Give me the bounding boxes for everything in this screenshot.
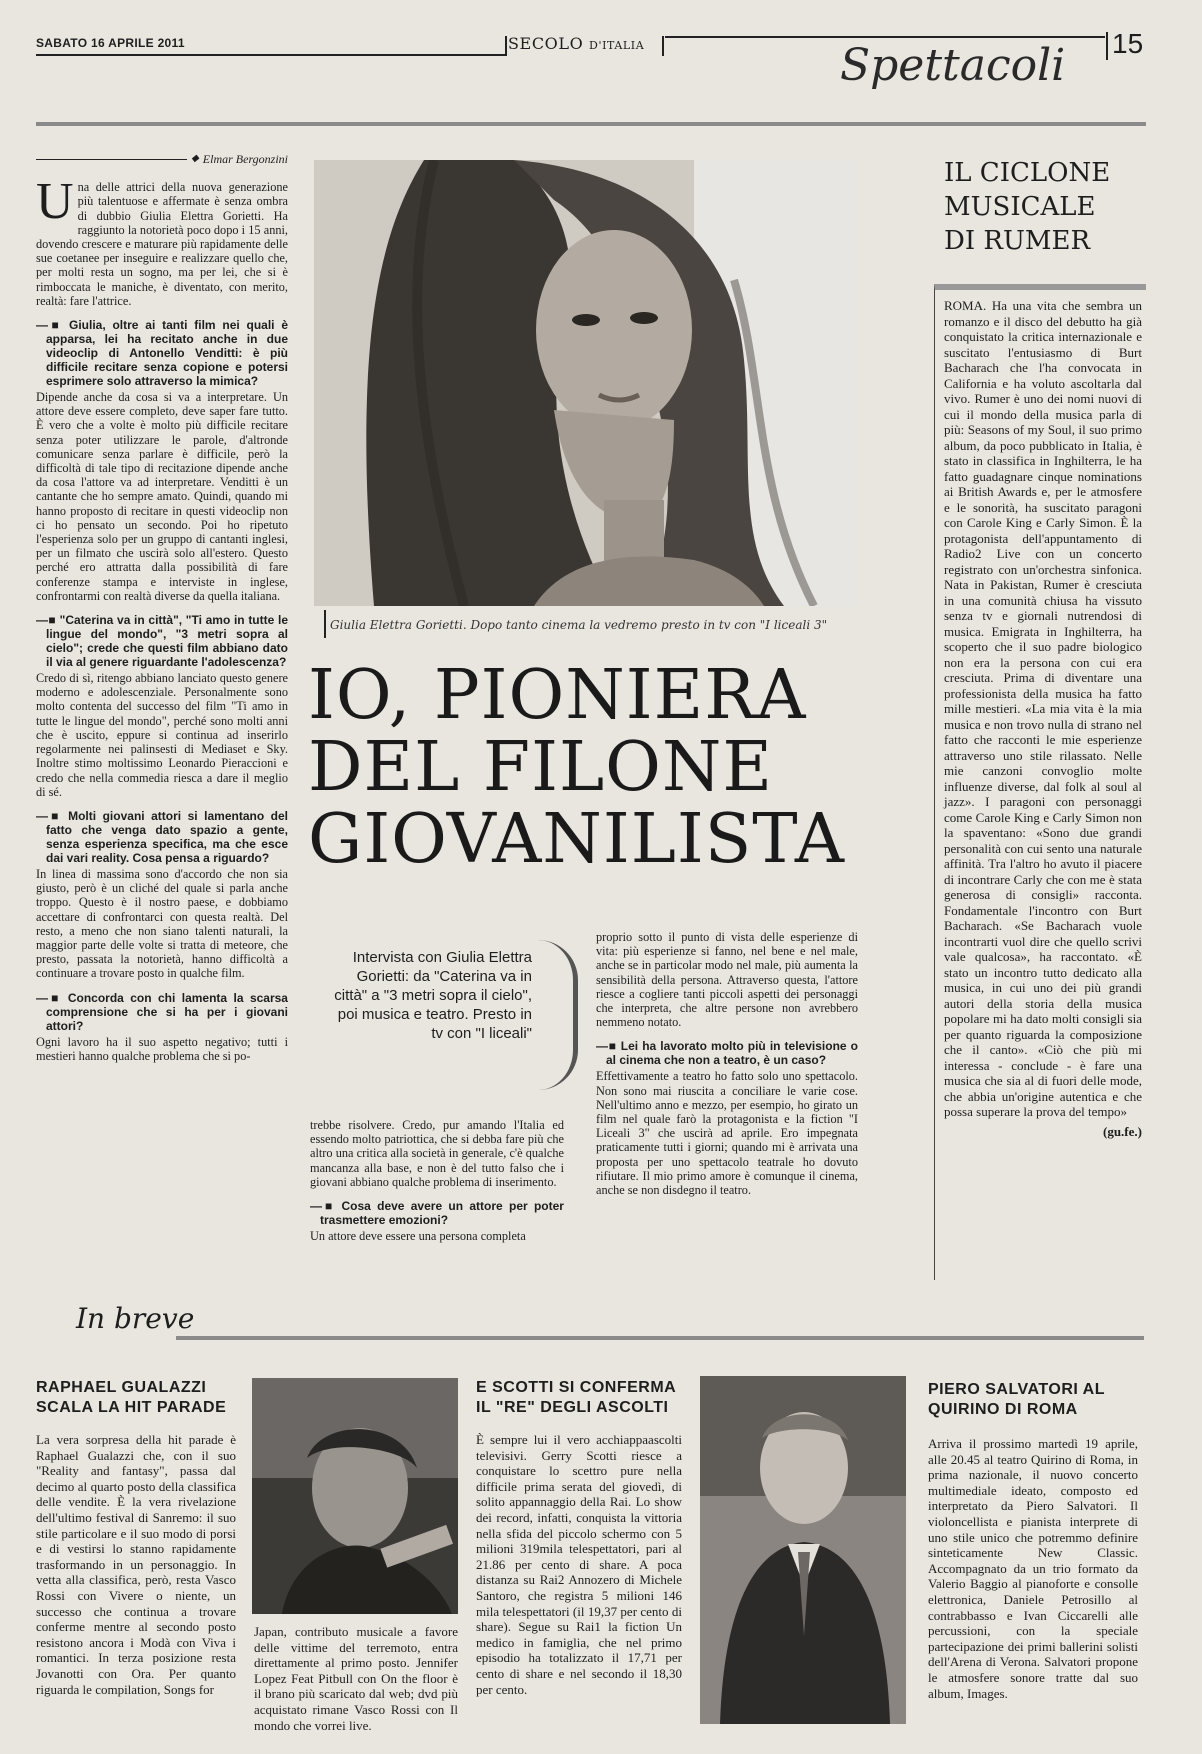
byline: ◆ Elmar Bergonzini <box>36 152 288 166</box>
header-bottom-rule <box>36 122 1146 126</box>
answer: Ogni lavoro ha il suo aspetto negativo; tutti i mestieri hanno qualche problema che si po- <box>36 1034 288 1063</box>
newspaper-name: SECOLO D'ITALIA <box>508 34 645 53</box>
breve-body-salvatori: Arriva il prossimo martedì 19 aprile, alle 20.45 al teatro Quirino di Roma, in prima nazionale, il nuovo concerto multimediale ideato, composto ed interpretato da Piero Salvatori. Il violoncellista e pianista interprete di uno stile unico che potremmo definire sinteticamente New Classic. Accompagnato da un trio formato da Valerio Baggio al pianoforte e consolle elettronica, Daniele Petrosillo al contrabbasso e Ivan Ciccarelli alle percussioni, con la speciale partecipazione dei primi ballerini solisti dell'Arena di Verona. Salvatori propone le atmosfere sonore tratte dal suo album, Images. <box>928 1436 1138 1701</box>
breve-body-scotti: È sempre lui il vero acchiappaascolti televisivi. Gerry Scotti riesce a conquistare lo scettro pure nella difficile prima serata del giovedì, di solito appannaggio della Rai. Lo show dei record, infatti, conquista la vittoria nella sfida del piccolo schermo con 5 milioni 319mila telespettatori, pari al 21.86 per cento di share. A poca distanza su Rai2 Annozero di Michele Santoro, che registra 5 milioni 146 mila telespettatori (il 19,37 per cento di share). Segue su Rai1 la fiction Un medico in famiglia, che nel primo episodio ha totalizzato il 17,71 per cento di share e nel secondo il 18,30 per cento. <box>476 1432 682 1697</box>
header-divider <box>1106 32 1108 60</box>
author-name: Elmar Bergonzini <box>202 152 288 166</box>
in-breve-label: In breve <box>76 1302 195 1335</box>
answer: Effettivamente a teatro ho fatto solo uno spettacolo. Non sono mai riuscita a conciliare le varie cose. Nell'ultimo anno e mezzo, per esempio, ho girato un film nel quale farò la protagonista e la fiction "I Liceali 3" che uscirà ad aprile. Ero impegnata praticamente tutti i giorni; quando mi è arrivata una proposta per uno spettacolo teatrale ho dovuto rifiutare. Il mio primo amore è comunque il cinema, anche se non disdegno il teatro. <box>596 1069 858 1198</box>
header-divider <box>505 36 507 56</box>
caption-marker <box>324 610 326 638</box>
answer: In linea di massima sono d'accordo che non sia giusto, però è un cliché del quale si parla anche troppo. Questo è il nostro paese, e dobbiamo accettare di confrontarci con questa realtà. Del resto, a meno che non siano talenti naturali, la maggior parte delle volte si tratta di meteore, che presto, passata la notorietà, hanno difficoltà a continuare a trovare posto in qualche film. <box>36 866 288 981</box>
question: —■ Lei ha lavorato molto più in televisione o al cinema che non a teatro, è un caso? <box>596 1039 858 1068</box>
section-title: Spettacoli <box>840 40 1066 91</box>
article-intro: Intervista con Giulia Elettra Gorietti: da "Caterina va in città" a "3 metri sopra il cielo", poi musica e teatro. Presto in tv con "I liceali" <box>334 949 532 1042</box>
header-rule-left <box>36 54 506 56</box>
article-headline: IO, PIONIERA DEL FILONE GIOVANILISTA <box>308 656 846 879</box>
header-date: SABATO 16 APRILE 2011 <box>36 36 185 50</box>
sidebar-signature: (gu.fe.) <box>1103 1123 1142 1139</box>
breve-body-gualazzi: La vera sorpresa della hit parade è Raphael Gualazzi che, con il suo "Reality and fantasy", passa dal decimo al quarto posto della classifica delle vendite. È la vera rivelazione dell'ultimo festival di Sanremo: il suo stile particolare e il suo modo di porsi e di vestirsi lo stanno rapidamente trasformando in un personaggio. In vetta alla classifica, però, resta Vasco Rossi con Vivere o niente, un successo che continua a trovare conferme mentre al secondo posto resistono ancora i Modà con Viva i romantici. In terza posizione resta Jovanotti con Ora. Per quanto riguarda le compilation, Songs for <box>36 1432 236 1697</box>
salvatori-photo <box>700 1376 906 1724</box>
answer: Dipende anche da cosa si va a interpretare. Un attore deve essere completo, deve saper fare tutto. È vero che a volte è molto più difficile recitare senza poter utilizzare le parole, d'altronde comunicare senza parlare è difficile, però la difficoltà di tale tipo di recitazione dipende anche da cosa l'attore va ad interpretare. Venditti è un cantante che ho sempre amato. Quindi, quando mi hanno proposto di recitare in questi videoclip non ci ho pensato un secondo. Poi ho ripetuto l'esperienza solo per un gruppo di cantanti inglesi, per un filmato che uscirà solo all'estero. Questo perché ero attratta dalla possibilità di fare conferenze stampa e interviste in inglese, confrontarmi con realtà diverse da quella italiana. <box>36 390 288 603</box>
in-breve-rule <box>176 1336 1144 1340</box>
header-rule-right <box>665 36 1105 38</box>
question: —■ Giulia, oltre ai tanti film nei quali è apparsa, lei ha recitato anche in due videoclip di Antonello Venditti: è più difficile recitare senza copione e potersi esprimere solo attraverso la mimica? <box>36 318 288 389</box>
header-divider <box>662 36 664 56</box>
photo-caption: Giulia Elettra Gorietti. Dopo tanto cinema la vedremo presto in tv con "I liceali 3" <box>330 618 828 632</box>
intro-bracket <box>538 940 578 1090</box>
answer: Credo di sì, ritengo abbiano lanciato questo genere moderno e adolescenziale. Personalmente sono molto contenta del successo del film "Ti amo in tutte le lingue del mondo", perché sono molti anni che è uscito, eppure si continua ad inserirlo regolarmente nei palinsesti di Mediaset e Sky. Inoltre stimo moltissimo Leonardo Pieraccioni e credo che nella commedia riesca a dare il meglio di sé. <box>36 671 288 799</box>
question: —■ Cosa deve avere un attore per poter trasmettere emozioni? <box>310 1199 564 1228</box>
breve-title-gualazzi: RAPHAEL GUALAZZI SCALA LA HIT PARADE <box>36 1379 227 1416</box>
breve-title-scotti: E SCOTTI SI CONFERMA IL "RE" DEGLI ASCOLTI <box>476 1379 676 1416</box>
article-right-column <box>596 930 858 1207</box>
portrait-photo <box>314 160 858 606</box>
answer: trebbe risolvere. Credo, pur amando l'Italia ed essendo molto patriottica, che si debba fare più che altro una critica alla società in generale, c'è qualche mancanza alla base, e non è del tutto falso che i giovani abbiano qualche problema di inserimento. <box>310 1118 564 1189</box>
breve-title-salvatori: PIERO SALVATORI AL QUIRINO DI ROMA <box>928 1381 1105 1418</box>
sidebar-title: IL CICLONE MUSICALE DI RUMER <box>944 158 1111 256</box>
breve-body-gualazzi-cont: Japan, contributo musicale a favore delle vittime del terremoto, entra direttamente al primo posto. Jennifer Lopez Feat Pitbull con On the floor è il brano più scaricato dal web; dvd più acquistato rimane Vasco Rossi con Il mondo che vorrei live. <box>254 1624 458 1733</box>
page-number: 15 <box>1112 28 1144 59</box>
dropcap: U <box>36 173 74 231</box>
gualazzi-photo <box>252 1378 458 1614</box>
article-lead: Una delle attrici della nuova generazione più talentuose e affermate è senza ombra di dubbio Giulia Elettra Gorietti. Ha raggiunto la notorietà poco dopo i 15 anni, dovendo crescere e maturare più rapidamente delle sue coetanee per inseguire e realizzare quello che, per molti resta un sogno, ma per lei, che si è rimboccata le maniche, è diventato, con merito, realtà: fare l'attrice. <box>36 173 288 308</box>
question: —■ Molti giovani attori si lamentano del fatto che venga dato spazio a gente, senza esperienza specifica, ma che esce dai vari reality. Cosa pensa a riguardo? <box>36 808 288 865</box>
sidebar-body: ROMA. Ha una vita che sembra un romanzo e il disco del debutto ha già conquistato la critica internazionale e suscitato l'entusiasmo di Burt Bacharach che l'ha convocata in California e ha voluto ascoltarla dal vivo. Rumer è uno dei nomi nuovi di cui il mondo della musica parla di più: Seasons of my Soul, il suo primo album, da poco pubblicato in Italia, è stato in classifica in Inghilterra, le ha fatto guadagnare cinque nominations ai British Awards e, per le atmosfere e le sonorità, ha suscitato paragoni con Carole King e Carly Simon. È la protagonista dell'appuntamento di Radio2 Live con un concerto registrato con un'orchestra sinfonica. Nata in Pakistan, Rumer è cresciuta in una comunità chiusa ha vissuto senza tv e giornali nutrendosi di musica. Emigrata in Inghilterra, ha scoperto che il suo padre biologico non era la persona con cui era cresciuta. Prima di diventare una professionista della musica ha fatto mille mestieri. «La mia vita è la mia musica e non trovo nulla di strano nel fatto che racconti le mie esperienze attraverso uno stile rilassato. Nelle mie canzoni convoglio molte influenze diverse, dal folk al soul al jazz». I paragoni con personaggi come Carole King e Carly Simon non la spaventano: «Sono due grandi personalità con cui sento una naturale affinità. Tra l'altro ho avuto il piacere di incontrare Carly che con me è stata generosa di consigli» racconta. Fondamentale l'incontro con Burt Bacharach. «Se Bacharach vuole incontrarti vuol dire che quello scrivi vale qualcosa», ha raccontato. «È stato un incontro tutto dedicato alla musica, in cui uno dei più grandi autori della storia della musica popolare mi ha dato molti consigli sia per quanto riguarda la composizione che il canto». «Ciò che più mi interessa - conclude - è fare una musica che sia al di fuori delle mode, che abbia un'origine autentica e che possa superare la prova del tempo» (gu.fe.) <box>944 298 1142 1139</box>
answer: proprio sotto il punto di vista delle esperienze di vita: più esperienze si fanno, nel bene e nel male, anche se in particolar modo nel male, più aumenta la sensibilità della persona. Attraverso questa, l'attore riesce a cogliere tanti piccoli aspetti dei personaggi che interpreta, che altre persone non avrebbero nemmeno notato. <box>596 930 858 1030</box>
answer: Un attore deve essere una persona completa <box>310 1229 526 1244</box>
question: —■ "Caterina va in città", "Ti amo in tutte le lingue del mondo", "3 metri sopra al cielo"; crede che questi film abbiano dato il via al genere riguardante l'adolescenza? <box>36 613 288 670</box>
sidebar-lead-word: ROMA. <box>944 298 987 313</box>
article-left-column <box>36 152 288 1073</box>
question: —■ Concorda con chi lamenta la scarsa comprensione che si ha per i giovani attori? <box>36 990 288 1033</box>
article-middle-column <box>310 1118 564 1253</box>
